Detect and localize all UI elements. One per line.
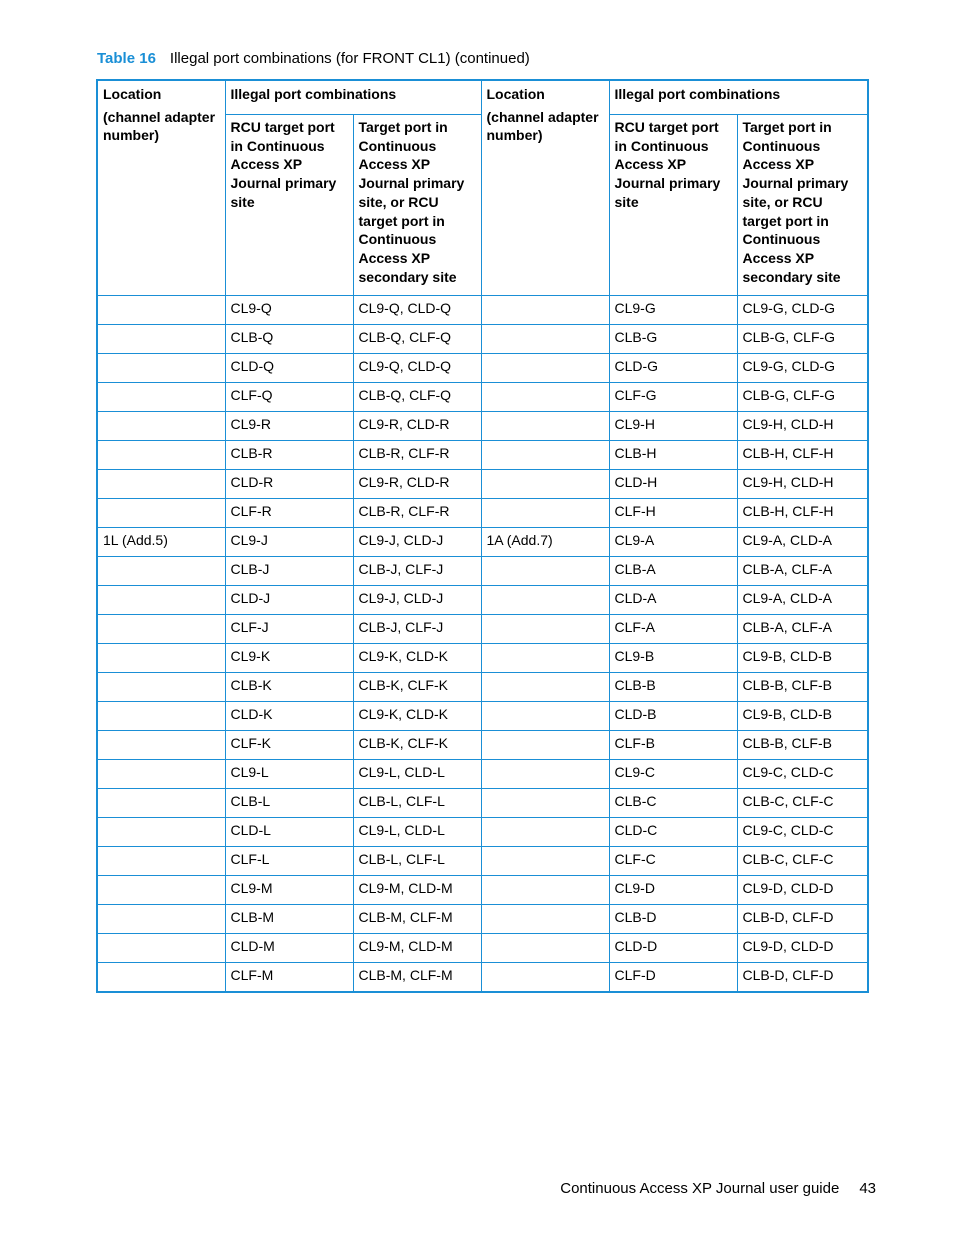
table-cell: CLD-M [225,934,353,963]
table-cell: CLB-K, CLF-K [353,673,481,702]
table-cell [97,731,225,760]
table-cell [481,586,609,615]
table-cell: CLF-M [225,963,353,993]
table-row [97,847,868,876]
table-cell: CLB-C, CLF-C [737,847,868,876]
table-cell [481,673,609,702]
table-cell [97,760,225,789]
table-cell: CLB-B, CLF-B [737,731,868,760]
table-cell: CLB-K, CLF-K [353,731,481,760]
table-cell: CL9-J [225,528,353,557]
table-cell: CL9-J, CLD-J [353,528,481,557]
table-cell: CLB-H [609,441,737,470]
table-row [97,615,868,644]
table-row [97,499,868,528]
table-cell: CLD-R [225,470,353,499]
table-cell: CLF-J [225,615,353,644]
header-location-1: Location (channel adapter number) [97,80,225,296]
table-cell [481,934,609,963]
table-cell: CLB-M [225,905,353,934]
table-body [97,296,868,993]
table-cell [481,702,609,731]
table-cell: CLB-Q, CLF-Q [353,383,481,412]
table-cell: CLB-J, CLF-J [353,557,481,586]
header-target-1: Target port in Continuous Access XP Journal primary site, or RCU target port in Continuous Access XP secondary site [353,115,481,296]
table-row [97,760,868,789]
table-cell [97,789,225,818]
table-cell: CLB-G, CLF-G [737,383,868,412]
table-cell [97,354,225,383]
table-cell: CLB-M, CLF-M [353,963,481,993]
table-cell [481,383,609,412]
table-cell: CLF-G [609,383,737,412]
table-cell: CLB-R, CLF-R [353,441,481,470]
table-cell: CLB-R [225,441,353,470]
table-row [97,296,868,325]
footer-title: Continuous Access XP Journal user guide [560,1180,840,1197]
table-cell: CLB-H, CLF-H [737,499,868,528]
table-cell: CL9-H, CLD-H [737,470,868,499]
table-cell: CL9-R, CLD-R [353,470,481,499]
table-cell [481,876,609,905]
table-cell: CL9-G, CLD-G [737,296,868,325]
table-cell [97,615,225,644]
table-cell [97,905,225,934]
table-cell [97,296,225,325]
table-cell: CLB-D, CLF-D [737,963,868,993]
table-cell: CL9-H [609,412,737,441]
table-cell: CLB-D, CLF-D [737,905,868,934]
table-cell: CL9-Q, CLD-Q [353,296,481,325]
table-cell [97,644,225,673]
table-cell [481,905,609,934]
table-cell [97,557,225,586]
table-cell: CLD-A [609,586,737,615]
table-row [97,876,868,905]
table-cell: CL9-D, CLD-D [737,934,868,963]
table-cell: CLB-J [225,557,353,586]
header-location-2: Location (channel adapter number) [481,80,609,296]
page-number: 43 [859,1180,876,1197]
table-cell [97,412,225,441]
table-wrapper [96,79,869,993]
table-cell: CLF-K [225,731,353,760]
table-row [97,354,868,383]
table-cell: CLB-M, CLF-M [353,905,481,934]
table-cell: CLB-R, CLF-R [353,499,481,528]
table-cell: CLB-J, CLF-J [353,615,481,644]
table-cell: CL9-C, CLD-C [737,760,868,789]
table-cell [97,499,225,528]
table-row [97,412,868,441]
table-cell: CL9-A, CLD-A [737,586,868,615]
table-cell: CLF-D [609,963,737,993]
table-cell [97,383,225,412]
table-cell [481,615,609,644]
table-cell: CLB-Q, CLF-Q [353,325,481,354]
table-cell: CLB-L, CLF-L [353,847,481,876]
table-cell: 1A (Add.7) [481,528,609,557]
table-cell: CLD-Q [225,354,353,383]
table-cell: CL9-R [225,412,353,441]
table-row [97,673,868,702]
table-cell: CLD-H [609,470,737,499]
table-cell [481,818,609,847]
table-cell: CL9-L, CLD-L [353,818,481,847]
table-cell: CLB-Q [225,325,353,354]
table-row [97,731,868,760]
table-cell: CLF-C [609,847,737,876]
table-cell [481,847,609,876]
table-cell [97,876,225,905]
table-cell: CL9-B, CLD-B [737,644,868,673]
table-cell: CL9-Q [225,296,353,325]
table-cell [481,296,609,325]
table-cell: CL9-G, CLD-G [737,354,868,383]
table-cell: CLD-D [609,934,737,963]
header-target-2: Target port in Continuous Access XP Journal primary site, or RCU target port in Continuous Access XP secondary site [737,115,868,296]
table-cell: CLD-C [609,818,737,847]
table-cell: CLD-B [609,702,737,731]
table-row [97,934,868,963]
table-cell: CLD-J [225,586,353,615]
table-cell: CL9-R, CLD-R [353,412,481,441]
table-cell: CL9-C [609,760,737,789]
table-cell [481,441,609,470]
table-cell: CL9-A [609,528,737,557]
table-cell: CL9-D, CLD-D [737,876,868,905]
header-rcu-2: RCU target port in Continuous Access XP Journal primary site [609,115,737,296]
table-cell: CLF-H [609,499,737,528]
table-cell: CL9-C, CLD-C [737,818,868,847]
table-cell: CLB-H, CLF-H [737,441,868,470]
table-cell: CLF-R [225,499,353,528]
table-row [97,586,868,615]
page-footer [560,1180,876,1197]
table-row [97,789,868,818]
table-cell: CLB-K [225,673,353,702]
table-cell: CL9-L [225,760,353,789]
table-cell: 1L (Add.5) [97,528,225,557]
table-cell [481,963,609,993]
table-cell: CL9-Q, CLD-Q [353,354,481,383]
table-cell: CLF-Q [225,383,353,412]
table-cell [97,702,225,731]
table-cell: CLF-A [609,615,737,644]
table-cell: CL9-D [609,876,737,905]
table-cell [97,673,225,702]
table-row [97,441,868,470]
table-cell: CLB-A [609,557,737,586]
table-row [97,383,868,412]
table-cell [97,847,225,876]
table-cell [97,934,225,963]
table-cell: CLD-L [225,818,353,847]
table-title: Illegal port combinations (for FRONT CL1) (continued) [169,50,530,67]
table-cell: CL9-M [225,876,353,905]
table-row [97,644,868,673]
table-cell: CLB-A, CLF-A [737,557,868,586]
table-number: Table 16 [97,50,156,67]
table-caption [97,50,530,67]
table-cell [97,470,225,499]
table-cell: CL9-J, CLD-J [353,586,481,615]
header-rcu-1: RCU target port in Continuous Access XP Journal primary site [225,115,353,296]
table-cell [481,470,609,499]
header-illegal-1: Illegal port combinations [225,80,481,115]
table-cell: CL9-M, CLD-M [353,934,481,963]
table-cell: CLB-B [609,673,737,702]
table-cell [481,557,609,586]
table-cell [481,644,609,673]
table-cell: CLB-L, CLF-L [353,789,481,818]
table-cell [481,760,609,789]
table-cell: CL9-K, CLD-K [353,644,481,673]
table-row [97,702,868,731]
table-cell [97,963,225,993]
table-row [97,963,868,993]
table-cell: CL9-K, CLD-K [353,702,481,731]
table-cell [481,354,609,383]
table-cell: CL9-M, CLD-M [353,876,481,905]
table-cell [481,499,609,528]
table-cell: CLD-G [609,354,737,383]
table-cell: CLF-B [609,731,737,760]
table-cell [481,789,609,818]
table-cell: CLB-C, CLF-C [737,789,868,818]
header-illegal-2: Illegal port combinations [609,80,868,115]
table-cell: CLB-B, CLF-B [737,673,868,702]
table-cell [97,441,225,470]
table-cell: CLB-L [225,789,353,818]
table-row [97,905,868,934]
table-row [97,470,868,499]
table-cell: CLB-C [609,789,737,818]
table-cell: CL9-B, CLD-B [737,702,868,731]
table-cell: CL9-H, CLD-H [737,412,868,441]
table-cell [481,325,609,354]
table-cell: CLD-K [225,702,353,731]
table-cell [97,586,225,615]
table-row [97,325,868,354]
table-cell: CL9-K [225,644,353,673]
table-cell [97,325,225,354]
table-row [97,528,868,557]
table-cell: CL9-B [609,644,737,673]
table-cell: CL9-L, CLD-L [353,760,481,789]
table-cell [481,412,609,441]
table-cell: CLF-L [225,847,353,876]
illegal-port-table [96,79,869,993]
table-cell [481,731,609,760]
table-row [97,818,868,847]
table-cell: CLB-A, CLF-A [737,615,868,644]
table-row [97,557,868,586]
table-cell: CLB-G, CLF-G [737,325,868,354]
table-cell: CLB-G [609,325,737,354]
table-cell: CLB-D [609,905,737,934]
table-cell [97,818,225,847]
table-cell: CL9-G [609,296,737,325]
table-cell: CL9-A, CLD-A [737,528,868,557]
